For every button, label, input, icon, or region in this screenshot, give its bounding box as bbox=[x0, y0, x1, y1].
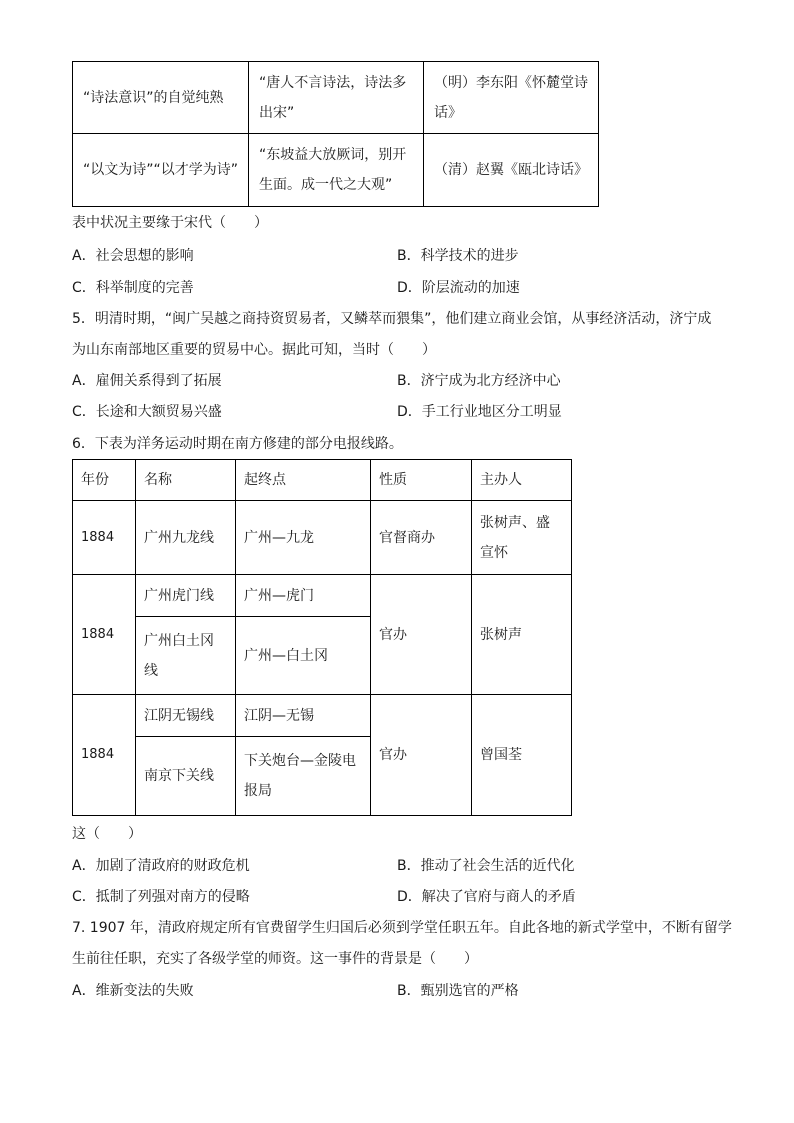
q7-option-b: B．甄别选官的严格 bbox=[397, 983, 519, 999]
q4-option-d: D．阶层流动的加速 bbox=[397, 280, 520, 296]
route-cell: 江阴—无锡 bbox=[236, 695, 371, 737]
name-cell: 广州虎门线 bbox=[136, 575, 236, 617]
table-row bbox=[73, 134, 599, 207]
q5-stem-line2: 为山东南部地区重要的贸易中心。据此可知，当时（ ） bbox=[72, 342, 436, 358]
q7-stem-line2: 生前往任职，充实了各级学堂的师资。这一事件的背景是（ ） bbox=[72, 951, 478, 967]
table-row bbox=[73, 501, 572, 575]
year-cell: 1884 bbox=[73, 501, 136, 575]
table-cell: “唐人不言诗法，诗法多出宋” bbox=[249, 62, 424, 134]
table-row bbox=[73, 62, 599, 134]
column-header: 年份 bbox=[73, 460, 136, 501]
person-cell: 曾国荃 bbox=[472, 695, 572, 816]
q6-stem: 6．下表为洋务运动时期在南方修建的部分电报线路。 bbox=[72, 436, 403, 452]
year-cell: 1884 bbox=[73, 575, 136, 695]
q7-stem-line1: 7. 1907 年，清政府规定所有官费留学生归国后必须到学堂任职五年。自此各地的新式学堂中，不断有留学 bbox=[72, 920, 732, 936]
route-cell: 下关炮台—金陵电报局 bbox=[236, 737, 371, 816]
nature-cell: 官督商办 bbox=[371, 501, 472, 575]
name-cell: 广州九龙线 bbox=[136, 501, 236, 575]
q5-option-b: B．济宁成为北方经济中心 bbox=[397, 373, 561, 389]
q4-option-c: C．科举制度的完善 bbox=[72, 280, 194, 296]
q5-stem-line1: 5．明清时期，“闽广吴越之商持资贸易者，又鳞萃而猥集”，他们建立商业会馆，从事经济活动，济宁成 bbox=[72, 311, 712, 327]
nature-cell: 官办 bbox=[371, 575, 472, 695]
table-cell: （明）李东阳《怀麓堂诗话》 bbox=[424, 62, 599, 134]
route-cell: 广州—九龙 bbox=[236, 501, 371, 575]
table-cell: （清）赵翼《瓯北诗话》 bbox=[424, 134, 599, 207]
column-header: 起终点 bbox=[236, 460, 371, 501]
poetry-table bbox=[72, 61, 599, 207]
column-header: 名称 bbox=[136, 460, 236, 501]
table-header-row bbox=[73, 460, 572, 501]
q5-option-a: A．雇佣关系得到了拓展 bbox=[72, 373, 222, 389]
name-cell: 南京下关线 bbox=[136, 737, 236, 816]
person-cell: 张树声、盛宣怀 bbox=[472, 501, 572, 575]
q6-option-a: A．加剧了清政府的财政危机 bbox=[72, 858, 250, 874]
table-row bbox=[73, 575, 572, 617]
q5-option-c: C．长途和大额贸易兴盛 bbox=[72, 404, 222, 420]
q6-option-d: D．解决了官府与商人的矛盾 bbox=[397, 889, 576, 905]
q4-option-b: B．科学技术的进步 bbox=[397, 248, 519, 264]
table-cell: “以文为诗”“以才学为诗” bbox=[73, 134, 249, 207]
nature-cell: 官办 bbox=[371, 695, 472, 816]
route-cell: 广州—白土冈 bbox=[236, 617, 371, 695]
q4-option-a: A．社会思想的影响 bbox=[72, 248, 194, 264]
route-cell: 广州—虎门 bbox=[236, 575, 371, 617]
q6-tail: 这（ ） bbox=[72, 826, 142, 842]
name-cell: 江阴无锡线 bbox=[136, 695, 236, 737]
table-cell: “诗法意识”的自觉纯熟 bbox=[73, 62, 249, 134]
q4-stem: 表中状况主要缘于宋代（ ） bbox=[72, 215, 268, 231]
year-cell: 1884 bbox=[73, 695, 136, 816]
q7-option-a: A．维新变法的失败 bbox=[72, 983, 194, 999]
telegraph-table bbox=[72, 459, 572, 816]
column-header: 主办人 bbox=[472, 460, 572, 501]
table-row bbox=[73, 695, 572, 737]
q5-option-d: D．手工行业地区分工明显 bbox=[397, 404, 562, 420]
table-cell: “东坡益大放厥词，别开生面。成一代之大观” bbox=[249, 134, 424, 207]
person-cell: 张树声 bbox=[472, 575, 572, 695]
name-cell: 广州白土冈线 bbox=[136, 617, 236, 695]
column-header: 性质 bbox=[371, 460, 472, 501]
q6-option-c: C．抵制了列强对南方的侵略 bbox=[72, 889, 250, 905]
q6-option-b: B．推动了社会生活的近代化 bbox=[397, 858, 575, 874]
